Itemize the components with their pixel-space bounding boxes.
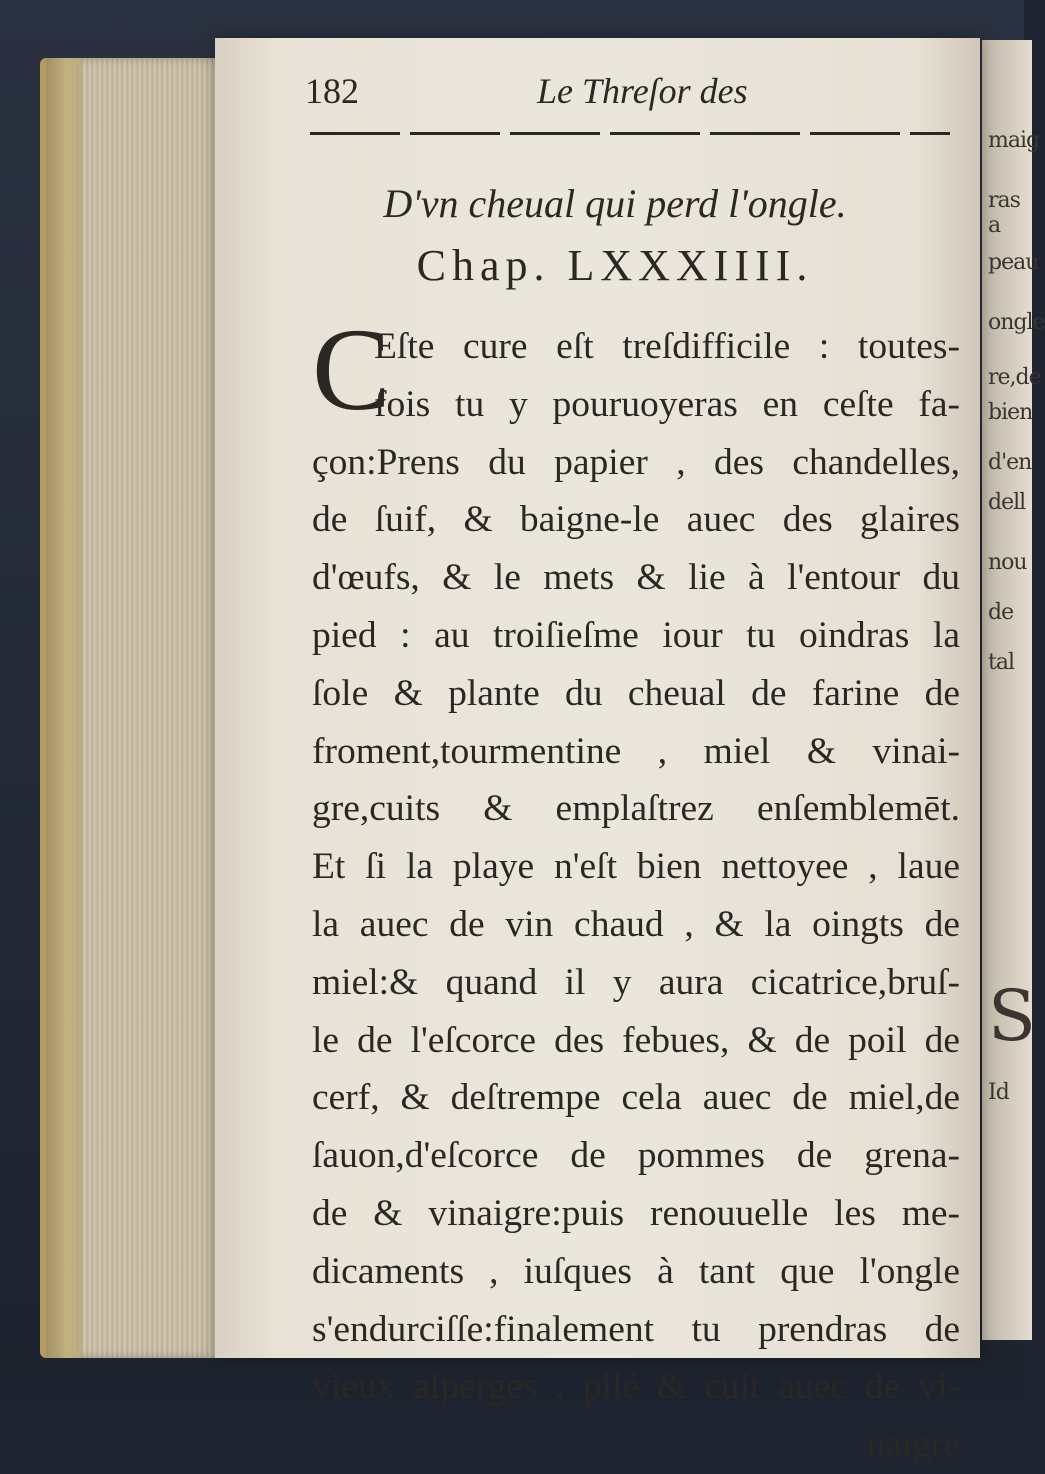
text-line: pied : au troiſieſme iour tu oindras la	[312, 614, 960, 656]
text-line: ſole & plante du cheual de farine de	[312, 672, 960, 714]
text-line: ſauon,d'eſcorce de pommes de grena-	[312, 1135, 960, 1177]
text-line: dicaments , iuſques à tant que l'ongle	[312, 1250, 960, 1292]
facing-fragment: maig	[988, 128, 1040, 153]
text-line: vieux aſperges , pilé & cuit auec de vi-	[312, 1366, 960, 1408]
text-line: froment,tourmentine , miel & vinai-	[312, 730, 960, 772]
book-page-edges	[40, 58, 228, 1358]
text-line: cerf, & deſtrempe cela auec de miel,de	[312, 1077, 960, 1119]
facing-fragment: S	[988, 975, 1035, 1057]
chapter-number: Chap. LXXXIIII.	[416, 241, 814, 290]
text-line: gre,cuits & emplaſtrez enſemblemēt.	[312, 788, 960, 830]
text-line: Eſte cure eſt treſdifficile : toutes-	[374, 326, 960, 367]
facing-fragment: Id	[988, 1080, 1009, 1105]
facing-fragment: de	[988, 600, 1014, 625]
text-line: s'endurciſſe:finalement tu prendras de	[312, 1308, 960, 1350]
page-number: 182	[305, 71, 359, 111]
facing-fragment: ongle	[988, 310, 1045, 335]
facing-fragment: d'en	[988, 450, 1032, 475]
text-line: çon:Prens du papier , des chandelles,	[312, 441, 960, 483]
facing-fragment: tal	[988, 650, 1014, 675]
chapter-title: D'vn cheual qui perd l'ongle.	[383, 181, 847, 226]
facing-page-strip	[982, 40, 1045, 1340]
text-line: la auec de vin chaud , & la oingts de	[312, 903, 960, 945]
text-line: miel:& quand il y aura cicatrice,bruſ-	[312, 961, 960, 1003]
page-header	[305, 70, 955, 130]
text-line: fois tu y pouruoyeras en ceſte fa-	[374, 383, 960, 425]
running-title: Le Threſor des	[537, 71, 748, 111]
text-line: de & vinaigre:puis renouuelle les me-	[312, 1192, 960, 1234]
facing-fragment: peau	[988, 250, 1039, 275]
text-line: de ſuif, & baigne-le auec des glaires	[312, 499, 960, 541]
facing-fragment: ras a	[988, 188, 1020, 238]
text-line: le de l'eſcorce des febues, & de poil de	[312, 1019, 960, 1061]
facing-fragment: nou	[988, 550, 1027, 575]
facing-fragment: dell	[988, 490, 1026, 515]
facing-fragment: bien	[988, 400, 1033, 425]
text-line: d'œufs, & le mets & lie à l'entour du	[312, 557, 960, 599]
text-line: Et ſi la playe n'eſt bien nettoyee , laue	[312, 846, 960, 888]
text-line: naigre	[866, 1424, 960, 1466]
chapter-body	[312, 304, 960, 1474]
facing-fragment: re,de	[988, 365, 1041, 390]
drop-capital: C	[312, 304, 391, 435]
header-rule	[310, 132, 950, 135]
